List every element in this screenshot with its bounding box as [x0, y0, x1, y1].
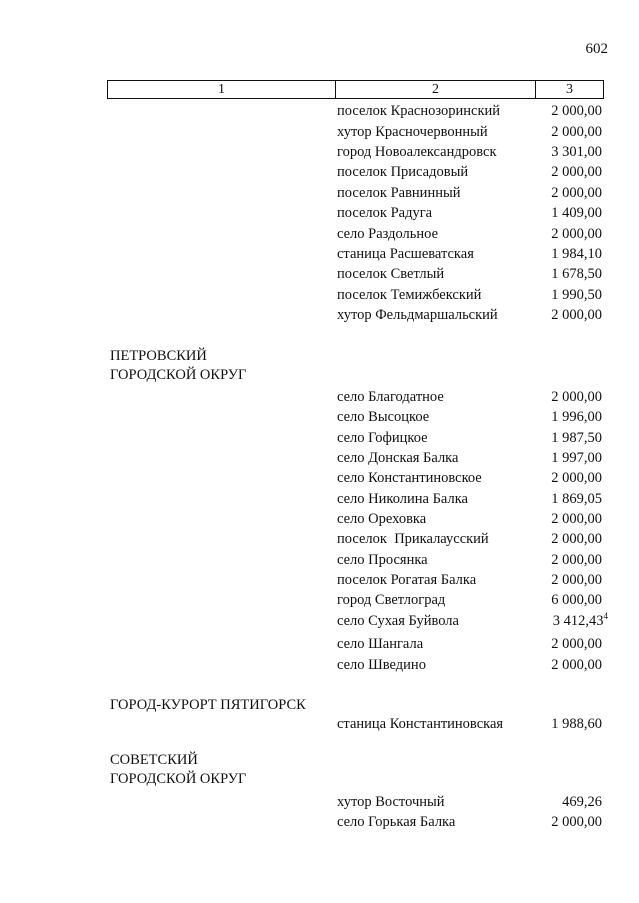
- settlement-name: село Николина Балка: [337, 491, 468, 507]
- table-row: [0, 142, 639, 162]
- table-row: [0, 224, 639, 244]
- settlement-value: 1 409,00: [551, 205, 602, 221]
- settlement-value: 2 000,00: [551, 552, 602, 568]
- settlement-name: село Шведино: [337, 657, 426, 673]
- settlement-value: 2 000,00: [551, 531, 602, 547]
- table-row: [0, 529, 639, 549]
- table-row: [0, 468, 639, 488]
- table-row: [0, 285, 639, 305]
- settlement-value: 2 000,00: [551, 185, 602, 201]
- settlement-name: поселок Краснозоринский: [337, 103, 501, 119]
- settlement-name: село Ореховка: [337, 511, 427, 527]
- table-row: [0, 183, 639, 203]
- settlement-value: 2 000,00: [551, 307, 602, 323]
- settlement-name: поселок Равнинный: [337, 185, 461, 201]
- settlement-name: станица Расшеватская: [337, 246, 474, 262]
- settlement-name: село Сухая Буйвола: [337, 613, 459, 629]
- settlement-value: [553, 611, 608, 631]
- settlement-name: город Новоалександровск: [337, 144, 497, 160]
- settlement-value: 2 000,00: [551, 389, 602, 405]
- table-row: [0, 428, 639, 448]
- district-heading: ГОРОДСКОЙ ОКРУГ: [110, 771, 247, 787]
- column-header-3: 3: [536, 81, 604, 99]
- settlement-value: 2 000,00: [551, 470, 602, 486]
- settlement-value-number: 3 412,43: [552, 613, 604, 629]
- settlement-name: село Гофицкое: [337, 430, 428, 446]
- settlement-value: 3 301,00: [551, 144, 602, 160]
- settlement-name: поселок Присадовый: [337, 164, 469, 180]
- settlement-name: поселок Рогатая Балка: [337, 572, 477, 588]
- district-heading: СОВЕТСКИЙ: [110, 752, 198, 768]
- table-row: [0, 407, 639, 427]
- table-row: [0, 570, 639, 590]
- settlement-name: село Благодатное: [337, 389, 444, 405]
- settlement-name: поселок Прикалаусский: [337, 531, 489, 547]
- settlement-name: город Светлоград: [337, 592, 446, 608]
- district-heading: ПЕТРОВСКИЙ: [110, 348, 207, 364]
- settlement-name: хутор Восточный: [337, 794, 445, 810]
- settlement-name: село Просянка: [337, 552, 428, 568]
- settlement-name: село Горькая Балка: [337, 814, 456, 830]
- column-header-1: 1: [108, 81, 336, 99]
- settlement-value: 1 996,00: [551, 409, 602, 425]
- table-row: [0, 448, 639, 468]
- settlement-value: 2 000,00: [551, 124, 602, 140]
- district-heading: ГОРОД-КУРОРТ ПЯТИГОРСК: [110, 697, 306, 713]
- settlement-name: поселок Радуга: [337, 205, 433, 221]
- table-row: [0, 611, 639, 631]
- settlement-name: село Раздольное: [337, 226, 439, 242]
- table-row: [0, 550, 639, 570]
- table-row: [0, 264, 639, 284]
- settlement-name: поселок Светлый: [337, 266, 445, 282]
- settlement-value: 1 997,00: [551, 450, 602, 466]
- settlement-value: 6 000,00: [551, 592, 602, 608]
- table-header: [107, 80, 604, 99]
- table-row: [0, 714, 639, 734]
- table-row: [0, 162, 639, 182]
- settlement-name: хутор Фельдмаршальский: [337, 307, 498, 323]
- column-header-2: 2: [336, 81, 536, 99]
- settlement-value: 1 678,50: [551, 266, 602, 282]
- page-number: 602: [585, 41, 608, 57]
- settlement-name: село Константиновское: [337, 470, 482, 486]
- settlement-value: 1 987,50: [551, 430, 602, 446]
- settlement-name: поселок Темижбекский: [337, 287, 482, 303]
- settlement-value: 2 000,00: [551, 636, 602, 652]
- table-row: [0, 792, 639, 812]
- settlement-name: село Высоцкое: [337, 409, 430, 425]
- table-row: [0, 655, 639, 675]
- settlement-name: станица Константиновская: [337, 716, 504, 732]
- settlement-name: хутор Красночервонный: [337, 124, 488, 140]
- table-row: [0, 634, 639, 654]
- settlement-value: 2 000,00: [551, 572, 602, 588]
- settlement-value: 2 000,00: [551, 511, 602, 527]
- district-heading: ГОРОДСКОЙ ОКРУГ: [110, 367, 247, 383]
- table-row: [0, 122, 639, 142]
- settlement-value: 1 984,10: [551, 246, 602, 262]
- settlement-value: 2 000,00: [551, 226, 602, 242]
- table-row: [0, 509, 639, 529]
- settlement-value: 469,26: [562, 794, 602, 810]
- settlement-value: 1 988,60: [551, 716, 602, 732]
- settlement-name: село Шангала: [337, 636, 424, 652]
- settlement-value: 2 000,00: [551, 657, 602, 673]
- table-row: [0, 590, 639, 610]
- table-row: [0, 489, 639, 509]
- table-row: [0, 101, 639, 121]
- table-row: [0, 244, 639, 264]
- table-row: [0, 812, 639, 832]
- settlement-value: 1 990,50: [551, 287, 602, 303]
- table-row: [0, 305, 639, 325]
- table-row: [0, 387, 639, 407]
- settlement-value: 2 000,00: [551, 814, 602, 830]
- settlement-value: 1 869,05: [551, 491, 602, 507]
- table-row: [0, 203, 639, 223]
- settlement-value: 2 000,00: [551, 103, 602, 119]
- settlement-name: село Донская Балка: [337, 450, 459, 466]
- settlement-value: 2 000,00: [551, 164, 602, 180]
- footnote-marker: 4: [603, 611, 608, 622]
